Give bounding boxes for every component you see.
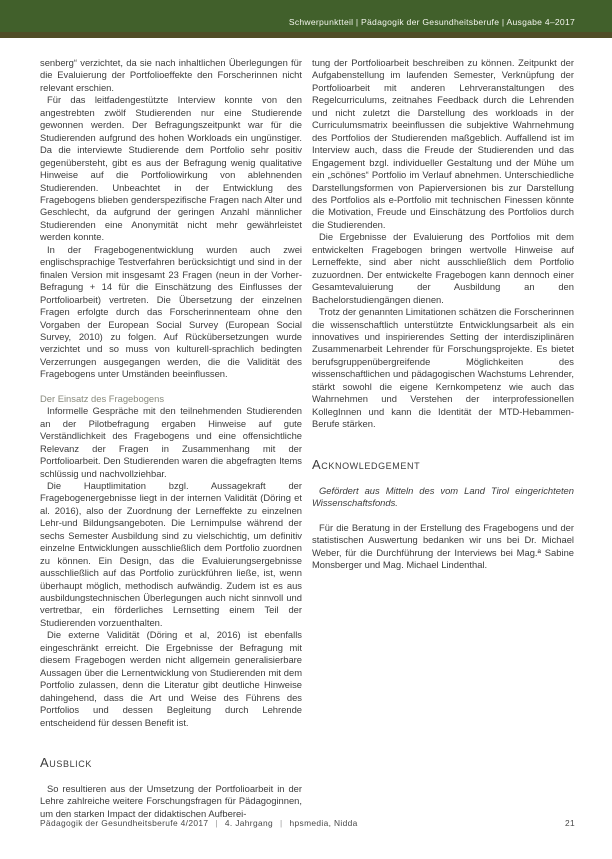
funding-note: Gefördert aus Mitteln des vom Land Tirol eingerichteten Wissenschaftsfonds.	[312, 484, 574, 509]
paragraph: Für die Beratung in der Erstellung des Fragebogens und der statistischen Auswertung bedanken wir uns bei Dr. Michael Weber, für die Durchführung der Interviews bei Mag.ª Sabine Monsberger und Mag. Michael Lindenthal.	[312, 521, 574, 571]
section-heading-acknowledgement: Acknowledgement	[312, 456, 421, 472]
page-footer	[40, 818, 575, 828]
left-column	[40, 57, 302, 820]
section-heading-ausblick: Ausblick	[40, 755, 92, 771]
paragraph: tung der Portfolioarbeit beschreiben zu können. Zeitpunkt der Aufgabenstellung im laufenden Semester, Verknüpfung der Portfolioarbeit mit anderen Lehrveranstaltungen des Regelcurriculums, zeitnahes Feedback durch die Lehrenden und nicht zuletzt die Darstellung des workloads in der Curriculumsmatrix beeinflussen die subjektive Wahrnehmung des Portfolios der Studierenden maßgeblich. Auffallend ist im Interview auch, dass die Freude der Studierenden und das Engagement bzgl. individueller Gestaltung und der Mühe um ein „schönes“ Portfolio im Verlauf abnehmen. Unterschiedliche Darstellungsformen von Papierversionen bis zur Darstellung des Portfolios als e-Portfolio mit technischen Finessen könnte die Motivation, Freude und Einschätzung des Portfolios durch die Studierenden.	[312, 57, 574, 230]
page-number: 21	[564, 818, 575, 828]
article-body	[0, 38, 612, 820]
header-accent-strip	[0, 32, 612, 38]
paragraph: senberg“ verzichtet, da sie nach inhaltlichen Überlegungen für die Evaluierung der Portfolioeffekte den Forscherinnen nicht relevant erschien.	[40, 57, 302, 93]
footer-separator: |	[279, 818, 283, 828]
paragraph: Informelle Gespräche mit den teilnehmenden Studierenden an der Pilotbefragung ergaben Hinweise auf gute Verständlichkeit des Fragebogens und eine offensichtliche Relevanz der Fragen in Zusammenhang mit der Portfolioarbeit. Den Studierenden waren die abgefragten Items schlüssig und nachvollziehbar.	[40, 405, 302, 479]
paragraph: Trotz der genannten Limitationen schätzen die Forscherinnen die wissenschaftlich unterstützte Entwicklungsarbeit als ein innovatives und inspirierendes Setting der interdisziplinären Zusammenarbeit Lehrender für Forschungsprojekte. Es bietet berufsgruppenübergreifende Möglichkeiten des wissenschaftlichen und pädagogischen Wachstums Lehrender, stärkt sowohl die eigene Kernkompetenz wie auch das Wahrnehmen und Verstehen der interprofessionellen KollegInnen und kann die Identität der MTD-Hebammen-Berufe stärken.	[312, 306, 575, 430]
paragraph: Die Hauptlimitation bzgl. Aussagekraft der Fragebogenergebnisse liegt in der internen Validität (Döring et al. 2016), also der Zuordnung der Lerneffekte zu einzelnen Lehr-und Bildungsangeboten. Die Lernimpulse während der sechs Semester Ausbildung sind zu vielschichtig, um definitiv einzelne Entwicklungen ausschließlich dem Portfolio zuordnen zu können. Ein Design, das die Evaluierungsergebnisse ausschließlich auf das Portfolio zurückführen ließe, ist, wenn überhaupt möglich, methodisch aufwändig. Zudem ist es aus ausbildungstechnischen Überlegungen auch nicht sinnvoll und vertretbar, ein förderliches Lernsetting einem Teil der Studierenden vorzuenthalten.	[40, 479, 302, 628]
footer-publisher: hpsmedia, Nidda	[289, 818, 358, 828]
right-column	[312, 57, 574, 820]
paragraph: Für das leitfadengestützte Interview konnte von den angestrebten zwölf Studierenden nur eine Studierende gewonnen werden. Der Befragungszeitpunkt war für die Studierenden aufgrund des hohen Workloads ein ungünstiger. Da die interviewte Studierende dem Portfolio sehr positiv gegenübersteht, gibt es aus der Befragung wenig qualitative Hinweise auf die Portfoliowirkung von ablehnenden Studierenden. Unbeachtet in der Entwicklung des Fragebogens blieben genderspezifische Fragen nach Alter und Geschlecht, da aufgrund der geringen Anzahl männlicher Studierenden eine Anonymität nicht mehr gewährleistet werden konnte.	[40, 94, 302, 243]
header-running-title: Schwerpunktteil | Pädagogik der Gesundheitsberufe | Ausgabe 4–2017	[288, 17, 575, 27]
paragraph: So resultieren aus der Umsetzung der Portfolioarbeit in der Lehre zahlreiche weitere Forschungsfragen für Pädagoginnen, um den starken Impact der didaktischen Aufberei-	[40, 783, 302, 819]
paragraph: Die externe Validität (Döring et al, 2016) ist ebenfalls eingeschränkt erreicht. Die Ergebnisse der Befragung mit diesem Fragebogen werden nicht allgemein generalisierbare Aussagen über die Lernentwicklung von Studierenden mit dem Portfolio zulassen, denn die Literatur gibt deutliche Hinweise dahingehend, dass die Art und Weise des Führens des Portfolios und dessen Begleitung durch Lehrende entscheidend für dessen Benefit ist.	[40, 629, 302, 728]
footer-journal-title: Pädagogik der Gesundheitsberufe 4/2017	[40, 818, 209, 828]
page-header-bar	[0, 0, 612, 38]
footer-separator: |	[215, 818, 218, 828]
paragraph: In der Fragebogenentwicklung wurden auch zwei englischsprachige Testverfahren berücksichtigt und sind in der finalen Version mit insgesamt 23 Fragen (neun in der Vorher-Befragung + 14 für die Einschätzung des Einflusses der Portfolioarbeit) vertreten. Die Übersetzung der einzelnen Fragen erfolgte durch das Forscherinnenteam ohne den Vorgaben der European Social Survey (European Social Survey, 2010) zu folgen. Auf Rückübersetzungen wurde verzichtet und so muss von kulturell-sprachlich bedingten Verzerrungen ausgegangen werden, die die Validität des Fragebogens unter Umständen beeinflussen.	[40, 243, 302, 380]
paragraph: Die Ergebnisse der Evaluierung des Portfolios mit dem entwickelten Fragebogen bringen wertvolle Hinweise auf Lerneffekte, sind aber nicht ausschließlich dem Portfolio zuzuordnen. Der entwickelte Fragebogen kann dennoch einer Gesamtevaluierung der Ausbildung an den Bachelorstudiengängen dienen.	[312, 231, 574, 305]
subsection-heading: Der Einsatz des Fragebogens	[40, 392, 165, 404]
footer-volume: 4. Jahrgang	[224, 818, 273, 828]
